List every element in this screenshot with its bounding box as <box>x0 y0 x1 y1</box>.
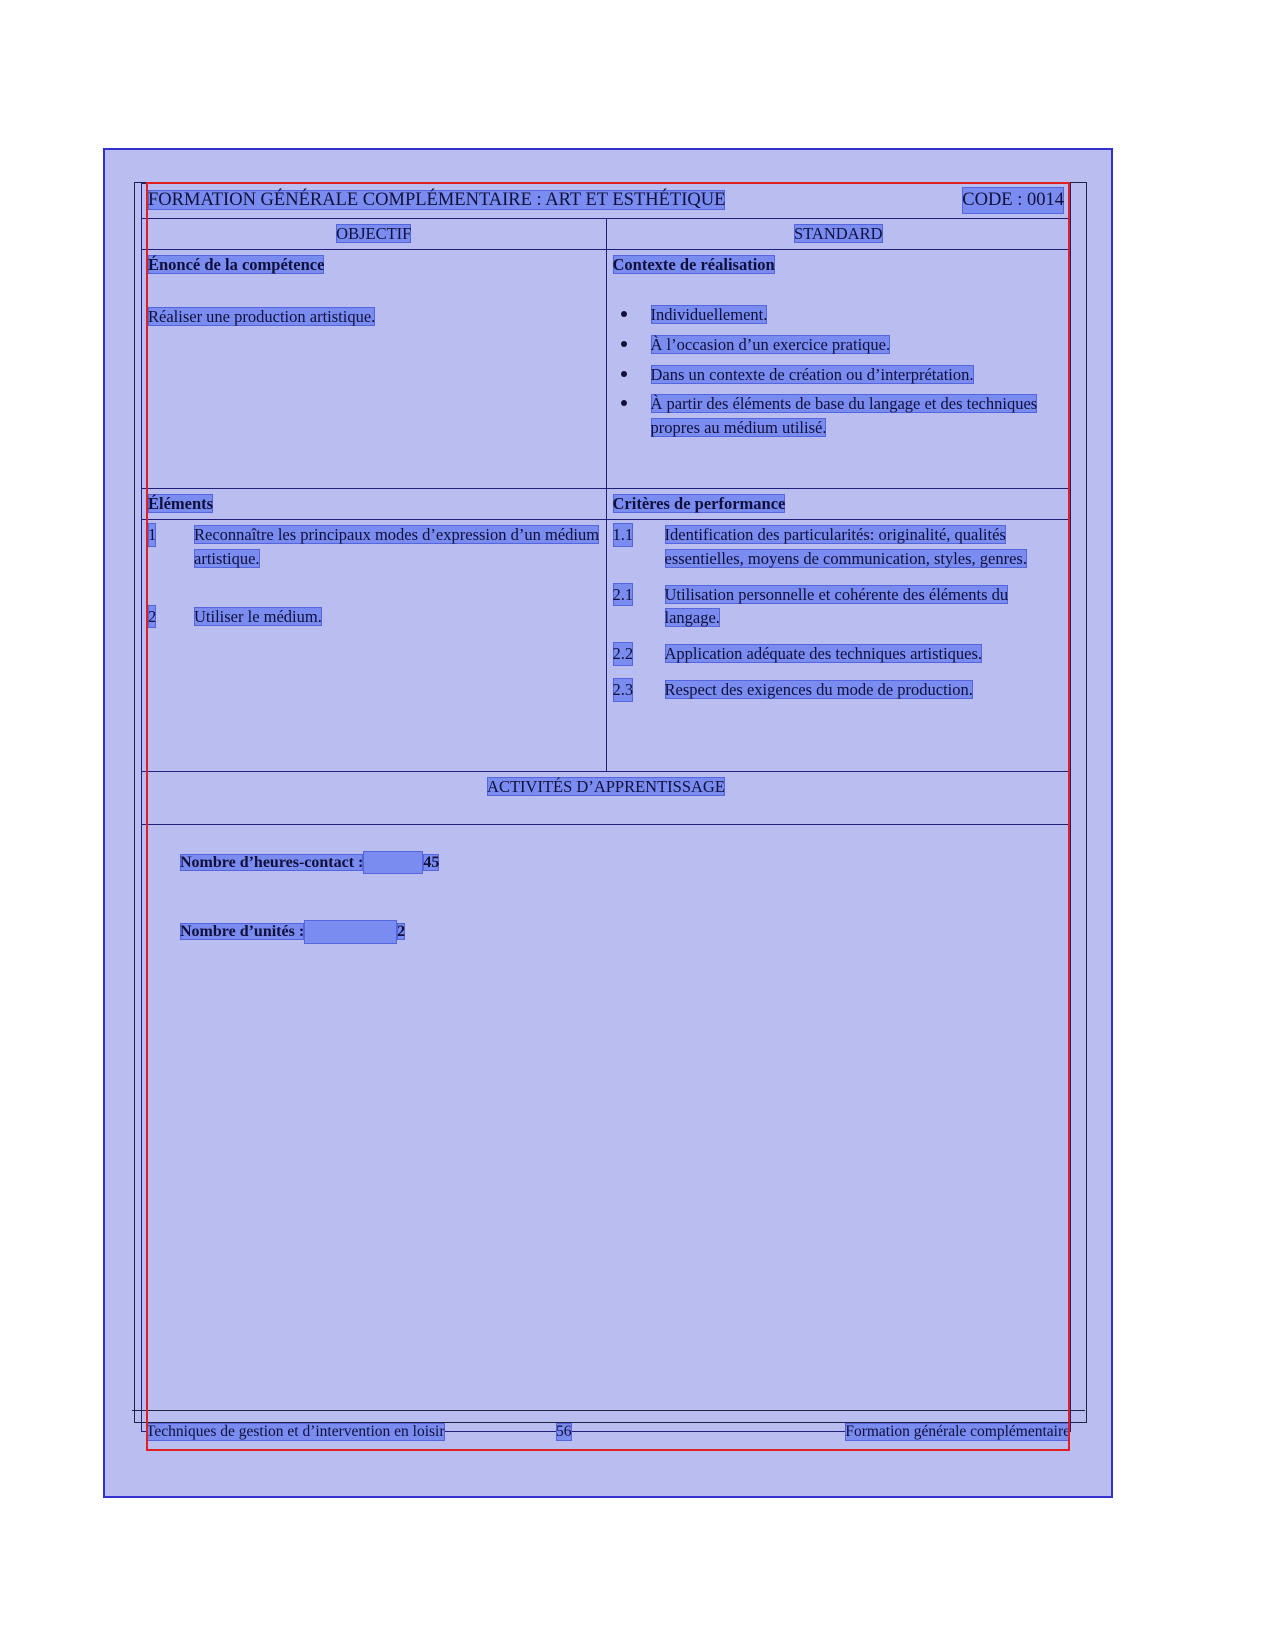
bullet-icon <box>621 341 627 347</box>
criterion-text: Application adéquate des techniques artistiques. <box>664 644 983 664</box>
elements-label: Éléments <box>148 493 214 513</box>
criteria-list <box>613 523 1065 703</box>
context-item-text: Dans un contexte de création ou d’interprétation. <box>650 364 974 384</box>
list-item <box>148 523 600 571</box>
list-item <box>613 642 1065 666</box>
page-footer <box>146 1423 1070 1441</box>
criterion-text: Respect des exigences du mode de production. <box>664 680 973 700</box>
bullet-icon <box>621 311 627 317</box>
criterion-text: Identification des particularités: originalité, qualités essentielles, moyens de communication, styles, genres. <box>664 524 1027 568</box>
context-item-text: À l’occasion d’un exercice pratique. <box>650 334 891 354</box>
list-item <box>613 333 1065 357</box>
list-item <box>148 605 600 629</box>
table-row-title <box>142 184 1071 219</box>
units-label: Nombre d’unités : <box>180 923 305 941</box>
element-number: 2 <box>148 605 156 629</box>
competency-table <box>141 183 1071 1432</box>
table-row-elements-criteria <box>142 519 1071 771</box>
context-item-text: Individuellement. <box>650 304 768 324</box>
element-number: 1 <box>148 523 156 547</box>
footer-program-name: Techniques de gestion et d’intervention en loisir <box>146 1423 445 1440</box>
elements-list <box>148 523 600 629</box>
criterion-number: 2.3 <box>613 678 634 702</box>
header-title-cell <box>142 184 1071 219</box>
activities-label: ACTIVITÉS D’APPRENTISSAGE <box>487 776 725 796</box>
list-item <box>613 303 1065 327</box>
table-row-section-labels <box>142 488 1071 519</box>
criteria-cell <box>606 519 1071 771</box>
units-line <box>148 897 1064 967</box>
activities-cell <box>142 771 1071 824</box>
table-row-activities <box>142 771 1071 824</box>
list-item <box>613 363 1065 387</box>
list-item <box>613 678 1065 702</box>
list-item <box>613 523 1065 571</box>
context-item-text: À partir des éléments de base du langage et des techniques propres au médium utilisé. <box>650 394 1038 438</box>
statement-spacer <box>148 277 600 305</box>
units-value: 2 <box>397 923 406 941</box>
statement-text-wrap <box>148 305 600 329</box>
criteria-label-cell <box>606 488 1071 519</box>
column-header-standard-cell <box>606 218 1071 249</box>
context-label-wrap <box>613 253 1065 277</box>
hours-contact-label: Nombre d’heures-contact : <box>180 853 364 871</box>
bullet-icon <box>621 400 627 406</box>
elements-cell <box>142 519 607 771</box>
hours-contact-line <box>148 828 1064 898</box>
table-row-hours <box>142 824 1071 1431</box>
footer-page-number: 56 <box>556 1423 572 1440</box>
list-item <box>613 583 1065 631</box>
footer-section-name: Formation générale complémentaire <box>845 1423 1070 1440</box>
list-item <box>613 392 1065 440</box>
statement-label-wrap <box>148 253 600 277</box>
context-label: Contexte de réalisation <box>612 254 775 274</box>
column-header-standard: STANDARD <box>793 223 883 243</box>
criteria-label: Critères de performance <box>612 493 786 513</box>
element-text: Reconnaître les principaux modes d’expression d’un médium artistique. <box>194 524 600 568</box>
context-list <box>613 303 1065 441</box>
table-row-column-headers <box>142 218 1071 249</box>
course-code: CODE : 0014 <box>962 187 1064 214</box>
criterion-text: Utilisation personnelle et cohérente des éléments du langage. <box>664 584 1009 628</box>
context-cell <box>606 249 1071 488</box>
bullet-icon <box>621 371 627 377</box>
element-text: Utiliser le médium. <box>194 606 322 626</box>
context-spacer <box>613 277 1065 303</box>
statement-cell <box>142 249 607 488</box>
elements-label-cell <box>142 488 607 519</box>
column-header-objective: OBJECTIF <box>336 223 412 243</box>
criterion-number: 1.1 <box>613 523 634 547</box>
table-row-statement-context <box>142 249 1071 488</box>
column-header-objective-cell <box>142 218 607 249</box>
page-title: FORMATION GÉNÉRALE COMPLÉMENTAIRE : ART ET ESTHÉTIQUE <box>148 190 726 210</box>
footer-separator <box>132 1410 1085 1411</box>
criterion-number: 2.1 <box>613 583 634 607</box>
hours-contact-value: 45 <box>423 853 440 871</box>
statement-label: Énoncé de la compétence <box>148 254 325 274</box>
criterion-number: 2.2 <box>613 642 634 666</box>
hours-cell <box>142 824 1071 1431</box>
statement-text: Réaliser une production artistique. <box>148 306 376 326</box>
